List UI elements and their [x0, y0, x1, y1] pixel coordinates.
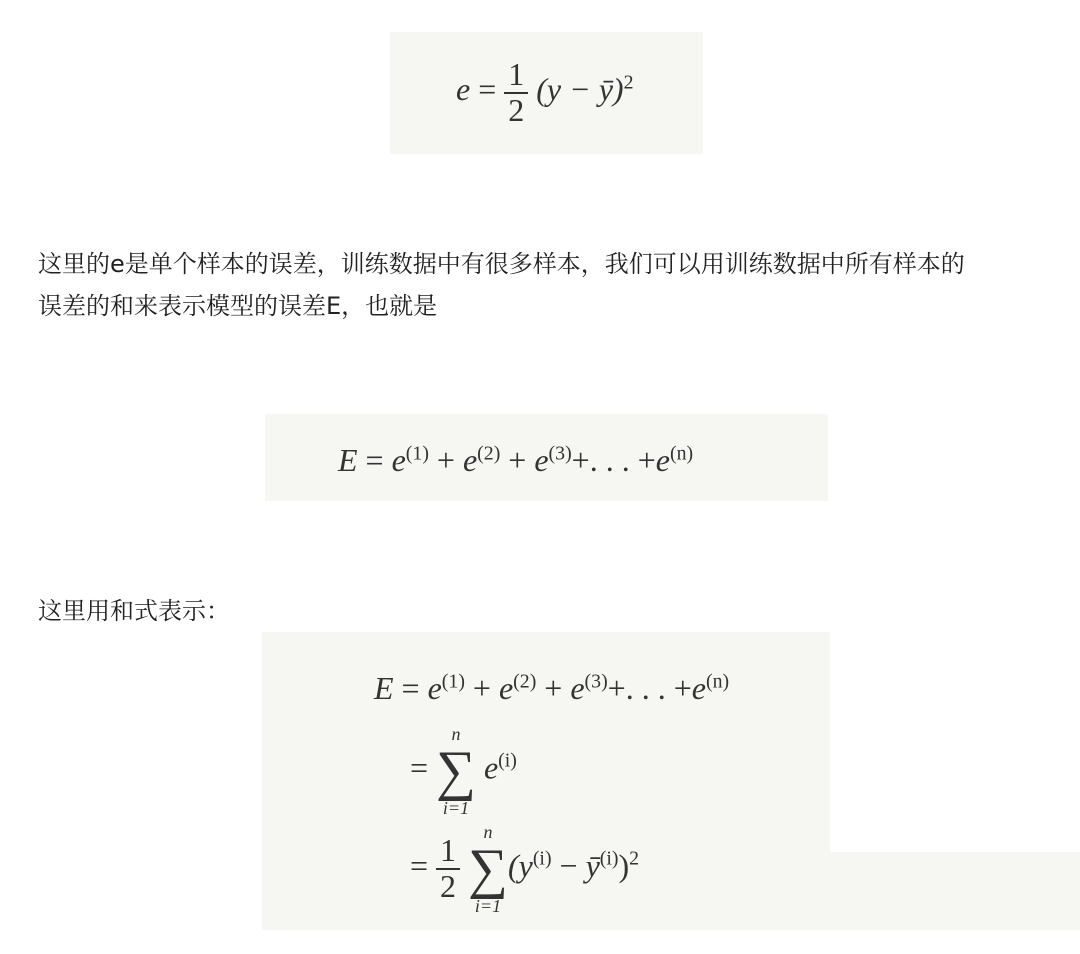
summation-sign: n ∑ i=1 [436, 724, 476, 818]
paragraph-2: 这里用和式表示： [38, 597, 230, 625]
fraction-one-half: $\frac{1}{2}$ [504, 58, 528, 127]
equation-3-line-2: = n ∑ i=1 $e^{(i)}$ [410, 724, 517, 818]
equation-3-box-ext [830, 852, 1080, 930]
equation-3-line-3: = $\frac{1}{2}$ n ∑ i=1 ($y^{(i)}$ − $ȳ^{(i)})^2$ [410, 822, 640, 916]
equation-1: e = $\frac{1}{2}$ (y − ȳ)$^2$ [456, 56, 634, 128]
fraction-one-half: $\frac{1}{2}$ [436, 834, 460, 903]
equation-3-line-1: $E = e^{(1)} + e^{(2)} + e^{(3)}+$. . . $+e^{(n)}$ [374, 670, 730, 706]
paragraph-1: 这里的e是单个样本的误差，训练数据中有很多样本，我们可以用训练数据中所有样本的 误差的和来表示模型的误差E，也就是 [38, 250, 965, 320]
equation-2: $E = e^{(1)} + e^{(2)} + e^{(3)}+$. . . $+e^{(n)}$ [338, 442, 694, 478]
summation-sign: n ∑ i=1 [468, 822, 508, 916]
